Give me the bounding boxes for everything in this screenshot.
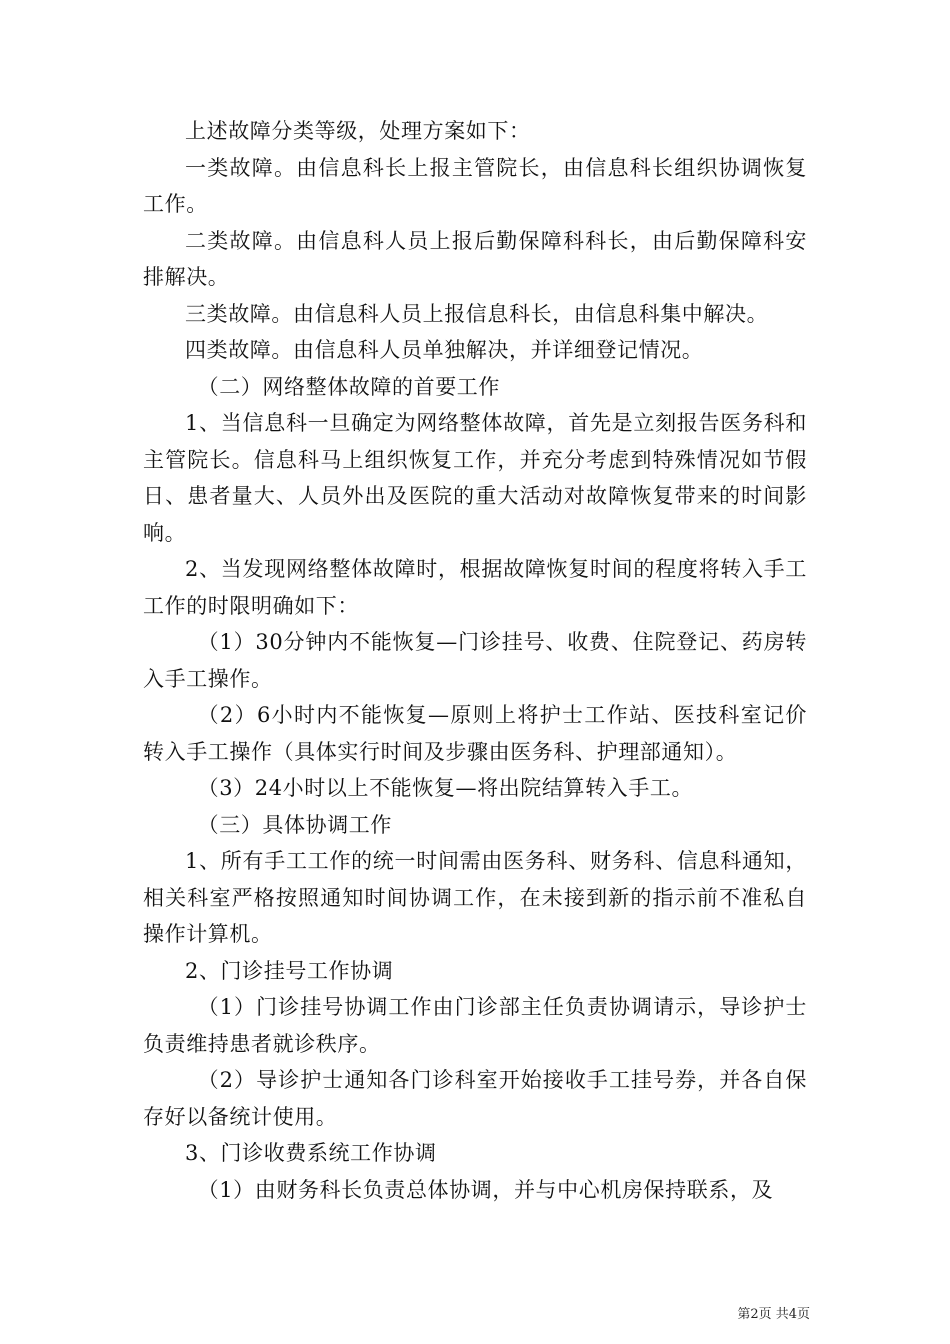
section-heading-2: （二）网络整体故障的首要工作 [197, 374, 500, 399]
paragraph-item-2: 2、当发现网络整体故障时，根据故障恢复时间的程度将转入手工工作的时限明确如下： [143, 557, 807, 618]
paragraph-coord-1: 1、所有手工工作的统一时间需由医务科、财务科、信息科通知，相关科室严格按照通知时间协调工作，在未接到新的指示前不准私自操作计算机。 [143, 849, 807, 946]
paragraph-class-1: 一类故障。由信息科长上报主管院长，由信息科长组织协调恢复工作。 [143, 155, 807, 216]
paragraph-class-4: 四类故障。由信息科人员单独解决，并详细登记情况。 [185, 338, 704, 362]
paragraph-class-3: 三类故障。由信息科人员上报信息科长，由信息科集中解决。 [185, 301, 769, 326]
section-heading-3: （三）具体协调工作 [197, 812, 392, 837]
paragraph-coord-3-sub-1: （1）由财务科长负责总体协调，并与中心机房保持联系，及 [197, 1177, 774, 1202]
document-body [143, 113, 807, 1208]
paragraph-sub-2: （2）6小时内不能恢复—原则上将护士工作站、医技科室记价转入手工操作（具体实行时间及步骤由医务科、护理部通知）。 [143, 703, 807, 764]
paragraph-sub-1: （1）30分钟内不能恢复—门诊挂号、收费、住院登记、药房转入手工操作。 [143, 630, 807, 691]
paragraph-coord-3: 3、门诊收费系统工作协调 [185, 1141, 437, 1165]
paragraph-item-1: 1、当信息科一旦确定为网络整体故障，首先是立刻报告医务科和主管院长。信息科马上组织恢复工作，并充分考虑到特殊情况如节假日、患者量大、人员外出及医院的重大活动对故障恢复带来的时间影响。 [143, 411, 807, 545]
paragraph-coord-2-sub-2: （2）导诊护士通知各门诊科室开始接收手工挂号券，并各自保存好以备统计使用。 [143, 1068, 807, 1129]
paragraph-class-2: 二类故障。由信息科人员上报后勤保障科科长，由后勤保障科安排解决。 [143, 228, 807, 289]
paragraph-coord-2-sub-1: （1）门诊挂号协调工作由门诊部主任负责协调请示，导诊护士负责维持患者就诊秩序。 [143, 995, 807, 1056]
paragraph-sub-3: （3）24小时以上不能恢复—将出院结算转入手工。 [197, 776, 694, 800]
paragraph-coord-2: 2、门诊挂号工作协调 [185, 958, 394, 983]
paragraph-intro: 上述故障分类等级，处理方案如下： [185, 119, 531, 143]
page-footer: 第2页 共4页 [737, 1307, 810, 1322]
